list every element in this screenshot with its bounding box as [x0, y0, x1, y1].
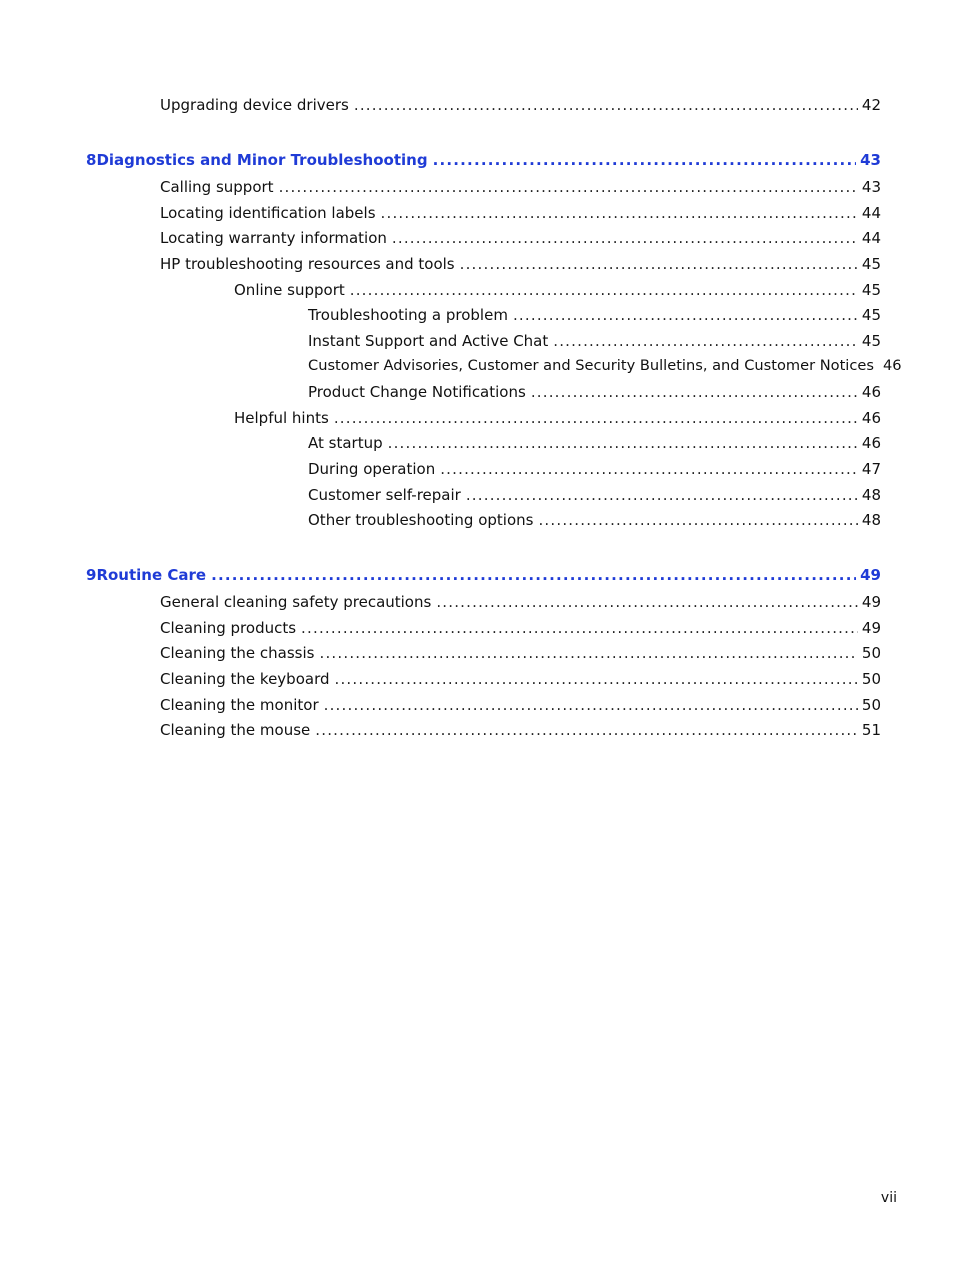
toc-entry[interactable]: [160, 642, 881, 664]
toc-entry-title: General cleaning safety precautions: [160, 593, 432, 611]
toc-entry-page: 45: [861, 306, 881, 324]
toc-entry-title: Troubleshooting a problem: [308, 306, 508, 324]
toc-entry[interactable]: [308, 304, 881, 326]
toc-entry-title: Locating identification labels: [160, 204, 376, 222]
chapter-number: 9: [86, 566, 97, 584]
toc-chapter-page: 43: [860, 151, 881, 169]
toc-chapter-heading[interactable]: [86, 149, 881, 171]
toc-entry-title: Upgrading device drivers: [160, 96, 349, 114]
toc-entry-page: 44: [861, 204, 881, 222]
toc-entry[interactable]: [160, 253, 881, 275]
toc-entry-page: 46: [861, 409, 881, 427]
toc-chapter-title: Diagnostics and Minor Troubleshooting: [96, 151, 428, 169]
toc-entry[interactable]: [160, 719, 881, 741]
dot-leader: [381, 202, 858, 224]
dot-leader: [538, 509, 857, 531]
toc-entry-page: 45: [861, 255, 881, 273]
toc-entry-page: 48: [861, 511, 881, 529]
dot-leader: [301, 617, 858, 639]
dot-leader: [334, 407, 858, 429]
page-number: vii: [880, 1190, 897, 1206]
toc-entry-title: Customer self-repair: [308, 486, 461, 504]
toc-entry-page: 46: [861, 434, 881, 452]
toc-entry-page: 49: [861, 593, 881, 611]
toc-entry-title: Cleaning the mouse: [160, 721, 311, 739]
toc-entry-page: 50: [861, 696, 881, 714]
toc-entry[interactable]: [160, 227, 881, 249]
toc-entry-page: 43: [861, 178, 881, 196]
toc-entry-page: 42: [861, 96, 881, 114]
toc-entry-title: Cleaning products: [160, 619, 297, 637]
toc-chapter-heading[interactable]: [86, 564, 881, 586]
toc-entry-page: 44: [861, 229, 881, 247]
toc-entry[interactable]: [308, 355, 902, 377]
dot-leader: [531, 381, 858, 403]
toc-entry[interactable]: [160, 694, 881, 716]
toc-entry-title: During operation: [308, 460, 436, 478]
toc-entry-title: Calling support: [160, 178, 274, 196]
toc-entry-title: Instant Support and Active Chat: [308, 332, 549, 350]
toc-entry-title: Product Change Notifications: [308, 383, 526, 401]
toc-entry-page: 51: [861, 721, 881, 739]
toc-entry[interactable]: [308, 509, 881, 531]
toc-entry-title: HP troubleshooting resources and tools: [160, 255, 455, 273]
dot-leader: [324, 694, 858, 716]
dot-leader: [553, 330, 858, 352]
dot-leader: [440, 458, 858, 480]
dot-leader: [315, 719, 858, 741]
toc-entry-title: Cleaning the monitor: [160, 696, 319, 714]
toc-entry-title: Other troubleshooting options: [308, 511, 534, 529]
toc-entry[interactable]: [160, 176, 881, 198]
dot-leader: [350, 279, 858, 301]
toc-entry-page: 50: [861, 644, 881, 662]
dot-leader: [436, 591, 858, 613]
dot-leader: [211, 564, 856, 586]
toc-entry[interactable]: [308, 458, 881, 480]
toc-entry[interactable]: [234, 279, 881, 301]
toc-entry-title: Cleaning the keyboard: [160, 670, 330, 688]
toc-entry-title: Cleaning the chassis: [160, 644, 315, 662]
toc-entry[interactable]: [234, 407, 881, 429]
dot-leader: [319, 642, 857, 664]
toc-entry-title: Customer Advisories, Customer and Security Bulletins, and Customer Notices: [308, 357, 874, 374]
toc-entry[interactable]: [160, 591, 881, 613]
toc-chapter-page: 49: [860, 566, 881, 584]
toc-entry-page: 49: [861, 619, 881, 637]
dot-leader: [466, 484, 858, 506]
dot-leader: [392, 227, 858, 249]
dot-leader: [388, 432, 858, 454]
toc-entry[interactable]: [308, 330, 881, 352]
dot-leader: [460, 253, 858, 275]
dot-leader: [354, 94, 858, 116]
toc-entry[interactable]: [160, 202, 881, 224]
toc-entry-title: Locating warranty information: [160, 229, 387, 247]
toc-entry-page: 46: [861, 383, 881, 401]
toc-entry[interactable]: [308, 381, 881, 403]
dot-leader: [513, 304, 858, 326]
toc-entry-page: 46: [882, 357, 902, 374]
toc-entry-page: 47: [861, 460, 881, 478]
toc-entry-title: Helpful hints: [234, 409, 329, 427]
toc-entry[interactable]: [160, 94, 881, 116]
toc-entry-page: 48: [861, 486, 881, 504]
dot-leader: [279, 176, 858, 198]
dot-leader: [335, 668, 858, 690]
toc-entry-page: 45: [861, 281, 881, 299]
toc-entry-page: 45: [861, 332, 881, 350]
toc-entry[interactable]: [308, 432, 881, 454]
toc-entry-title: At startup: [308, 434, 383, 452]
toc-chapter-title: Routine Care: [96, 566, 207, 584]
toc-entry[interactable]: [160, 668, 881, 690]
toc-entry-title: Online support: [234, 281, 345, 299]
toc-entry-page: 50: [861, 670, 881, 688]
toc-entry[interactable]: [160, 617, 881, 639]
chapter-number: 8: [86, 151, 97, 169]
dot-leader: [433, 149, 857, 171]
toc-entry[interactable]: [308, 484, 881, 506]
